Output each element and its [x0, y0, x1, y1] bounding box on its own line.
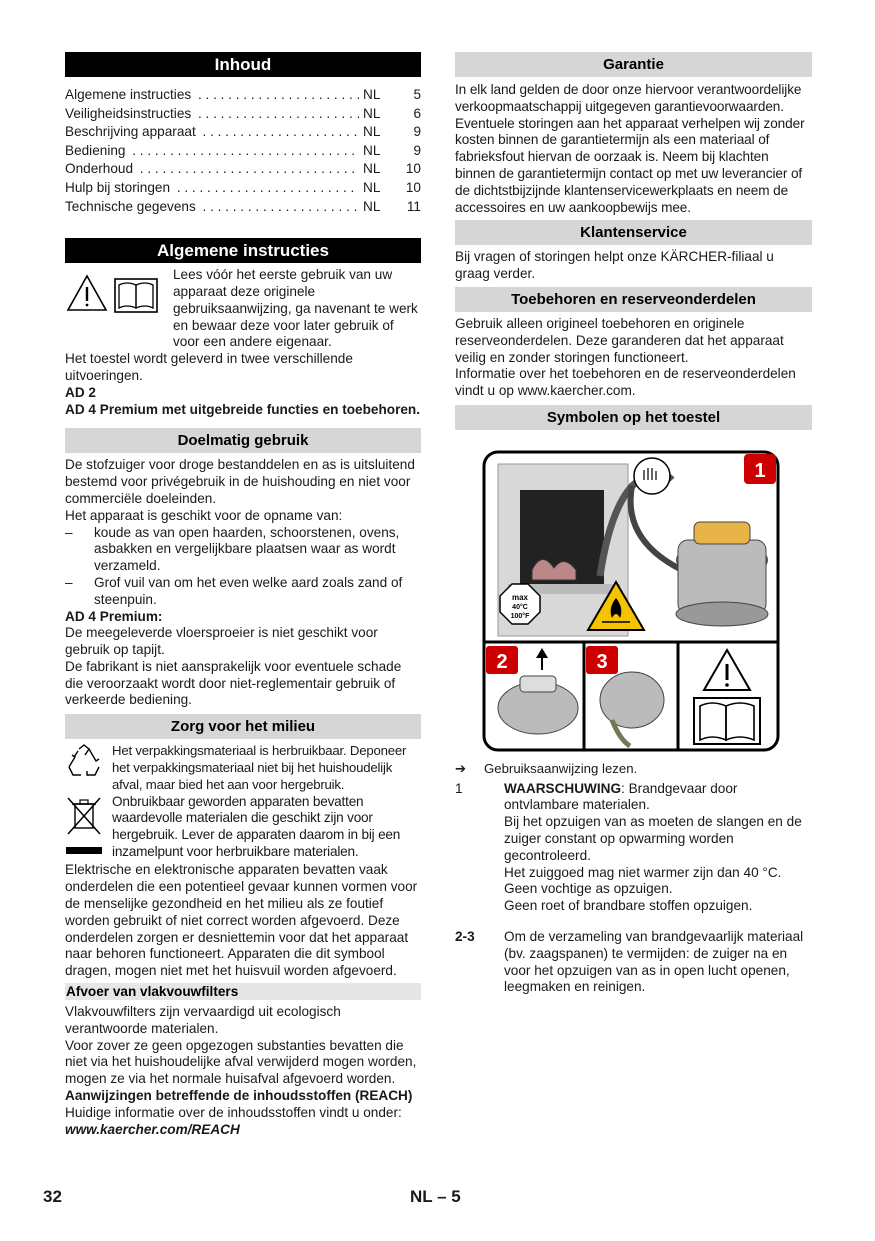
accessories-heading: Toebehoren en reserveonderdelen [455, 287, 812, 312]
toc-label: Beschrijving apparaat [65, 124, 199, 139]
accessories-p2: Informatie over het toebehoren en de reserveonderdelen vindt u op www.kaercher.com. [455, 366, 796, 399]
toc-heading: Inhoud [65, 52, 421, 77]
intended-use-heading: Doelmatig gebruik [65, 428, 421, 453]
toc-page: 9 [413, 124, 421, 140]
version-ad2: AD 2 [65, 384, 96, 400]
figure-label-3: 3 [596, 650, 608, 673]
symbols-heading: Symbolen op het toestel [455, 405, 812, 430]
figure-label-2: 2 [496, 650, 508, 673]
table-of-contents [65, 86, 421, 216]
toc-page: 9 [413, 142, 421, 158]
warranty-heading: Garantie [455, 52, 812, 77]
crossed-bin-icon [65, 796, 103, 858]
recycle-icon [65, 743, 103, 783]
toc-label: Algemene instructies [65, 87, 194, 102]
item-number: 1 [455, 780, 463, 796]
toc-row[interactable] [65, 123, 421, 142]
toc-label: Technische gegevens [65, 199, 199, 214]
reach-title: Aanwijzingen betreffende de inhoudsstoffen (REACH) [65, 1088, 413, 1104]
reach-text: Huidige informatie over de inhoudsstoffen vindt u onder: [65, 1104, 402, 1120]
general-heading: Algemene instructies [65, 238, 421, 263]
premium-label: AD 4 Premium: [65, 608, 163, 624]
accessories-p1: Gebruik alleen origineel toebehoren en originele reserveonderdelen. Deze garanderen dat het apparaat veilig en zonder storingen functioneert. [455, 315, 784, 365]
item-number: 2-3 [455, 928, 475, 944]
item-2-3-text: Om de verzameling van brandgevaarlijk materiaal (bv. zaagspanen) te vermijden: de zuiger na en voor het opzuigen van as in open lucht openen, leegmaken en reinigen. [504, 928, 804, 995]
recycle-text: Het verpakkingsmateriaal is herbruikbaar. Deponeer het verpakkingsmateriaal niet bij het huishoudelijk afval, maar bied het aan voor hergebruik. [112, 743, 407, 792]
filter-p1: Vlakvouwfilters zijn vervaardigd uit ecologisch verantwoorde materialen. [65, 1004, 341, 1036]
toc-lang: NL [363, 124, 381, 140]
right-column [455, 52, 812, 996]
warning-line: : Brandgevaar door ontvlambare materialen. [504, 780, 738, 813]
warning-manual-icon [65, 273, 161, 315]
warning-line: Geen vochtige as opzuigen. [504, 881, 673, 897]
electronic-text: Elektrische en elektronische apparaten bevatten vaak onderdelen die een potentieel gevaar kunnen vormen voor de menselijke gezondheid en het milieu als ze foutief worden gebruikt of niet correct worden afgevoerd. Deze onderdelen zorgen er desniettemin voor dat het apparaat naar behoren functioneert. Apparaten die dit symbool dragen, mogen niet met het huisvuil worden afgevoerd. [65, 862, 418, 979]
filter-heading: Afvoer van vlakvouwfilters [65, 983, 421, 1000]
temp-max-label: max [511, 592, 529, 602]
toc-lang: NL [363, 87, 381, 102]
service-text: Bij vragen of storingen helpt onze KÄRCHER-filiaal u graag verder. [455, 249, 774, 282]
toc-row[interactable] [65, 160, 421, 179]
toc-lang: NL [363, 179, 381, 195]
read-manual-item [455, 761, 812, 778]
recycle-block [65, 743, 421, 793]
toc-lang: NL [363, 105, 381, 121]
general-intro-text: Lees vóór het eerste gebruik van uw apparaat deze originele gebruiksaanwijzing, ga navenant te werk en bewaar deze voor later gebruik of voor een andere eigenaar. [173, 267, 418, 350]
toc-page: 10 [405, 179, 421, 195]
warning-line: Bij het opzuigen van as moeten de slangen en de zuiger constant op opwarming worden gecontroleerd. [504, 814, 802, 863]
warning-line: Het zuiggoed mag niet warmer zijn dan 40 °C. [504, 864, 782, 880]
device-symbols-illustration [482, 450, 780, 752]
general-intro-block [65, 267, 421, 351]
page-number: 32 [43, 1187, 62, 1206]
versions-text: Het toestel wordt geleverd in twee verschillende uitvoeringen. [65, 351, 353, 383]
toc-lang: NL [363, 198, 381, 214]
liability-text: De fabrikant is niet aansprakelijk voor eventuele schade die veroorzaakt wordt door niet-reglementair gebruik of verkeerde bediening. [65, 658, 402, 708]
toc-lang: NL [363, 142, 381, 158]
toc-label: Bediening [65, 143, 128, 158]
intended-use-p2: Het apparaat is geschikt voor de opname van: [65, 507, 343, 523]
toc-page: 6 [413, 105, 421, 121]
reach-url[interactable]: www.kaercher.com/REACH [65, 1121, 240, 1137]
toc-label: Onderhoud [65, 161, 136, 176]
list-item: – Grof vuil van om het even welke aard zoals zand of steenpuin. [65, 575, 421, 609]
toc-page: 11 [406, 198, 421, 214]
toc-lang: NL [363, 161, 381, 177]
toc-label: Veiligheidsinstructies [65, 106, 194, 121]
filter-p2: Voor zover ze geen opgezogen substanties bevatten die niet via het huishoudelijke afval verwijderd mogen worden, mogen ze via het normale huisafval afgevoerd worden. [65, 1037, 417, 1087]
warning-line: Geen roet of brandbare stoffen opzuigen. [504, 898, 753, 914]
left-column [65, 52, 421, 1138]
toc-row[interactable] [65, 142, 421, 161]
list-item-text: Grof vuil van om het even welke aard zoals zand of steenpuin. [94, 574, 403, 607]
arrow-right-icon: ➔ [455, 760, 467, 776]
temp-celsius-label: 40°C [512, 603, 528, 611]
warning-item-2-3 [455, 929, 812, 996]
page-label: NL – 5 [410, 1187, 461, 1206]
weee-block [65, 794, 421, 863]
warranty-text: In elk land gelden de door onze hiervoor verantwoordelijke verkoopmaatschappij uitgegeven garantievoorwaarden. Eventuele storingen aan het apparaat verhelpen wij zonder kosten binnen de garantietermijn als een materiaal of fabrieksfout hiervan de oorzaak is. Neem bij klachten binnen de garantietermijn contact op met uw leverancier of de dichtstbijzijnde klantenservicewerkplaats en neem de accessoires en uw aankoopbewijs mee. [455, 82, 805, 215]
toc-row[interactable] [65, 179, 421, 198]
toc-row[interactable] [65, 105, 421, 124]
intended-use-p1: De stofzuiger voor droge bestanddelen en as is uitsluitend bestemd voor privégebruik in de huishouding en niet voor commerciële doeleinden. [65, 457, 415, 506]
service-heading: Klantenservice [455, 220, 812, 245]
version-ad4: AD 4 Premium met uitgebreide functies en toebehoren. [65, 401, 421, 417]
warning-item-1 [455, 781, 812, 915]
figure-label-1: 1 [754, 459, 766, 482]
weee-text: Onbruikbaar geworden apparaten bevatten waardevolle materialen die geschikt zijn voor hergebruik. Lever de apparaten daarom in bij een inzamelpunt voor herbruikbare materialen. [112, 793, 401, 860]
read-manual-text: Gebruiksaanwijzing lezen. [484, 760, 638, 776]
toc-row[interactable] [65, 86, 421, 105]
toc-page: 10 [405, 161, 421, 177]
premium-text: De meegeleverde vloersproeier is niet geschikt voor gebruik op tapijt. [65, 625, 378, 658]
temp-fahrenheit-label: 100°F [510, 612, 530, 620]
device-symbols-figure [482, 450, 812, 757]
warning-label: WAARSCHUWING [504, 780, 622, 796]
toc-row[interactable] [65, 198, 421, 217]
list-item-text: koude as van open haarden, schoorstenen, ovens, asbakken en vergelijkbare plaatsen waar as wordt verzameld. [94, 524, 400, 574]
toc-label: Hulp bij storingen [65, 180, 173, 195]
environment-heading: Zorg voor het milieu [65, 714, 421, 739]
list-item: – koude as van open haarden, schoorstenen, ovens, asbakken en vergelijkbare plaatsen waar as wordt verzameld. [65, 525, 421, 575]
toc-page: 5 [413, 87, 421, 102]
